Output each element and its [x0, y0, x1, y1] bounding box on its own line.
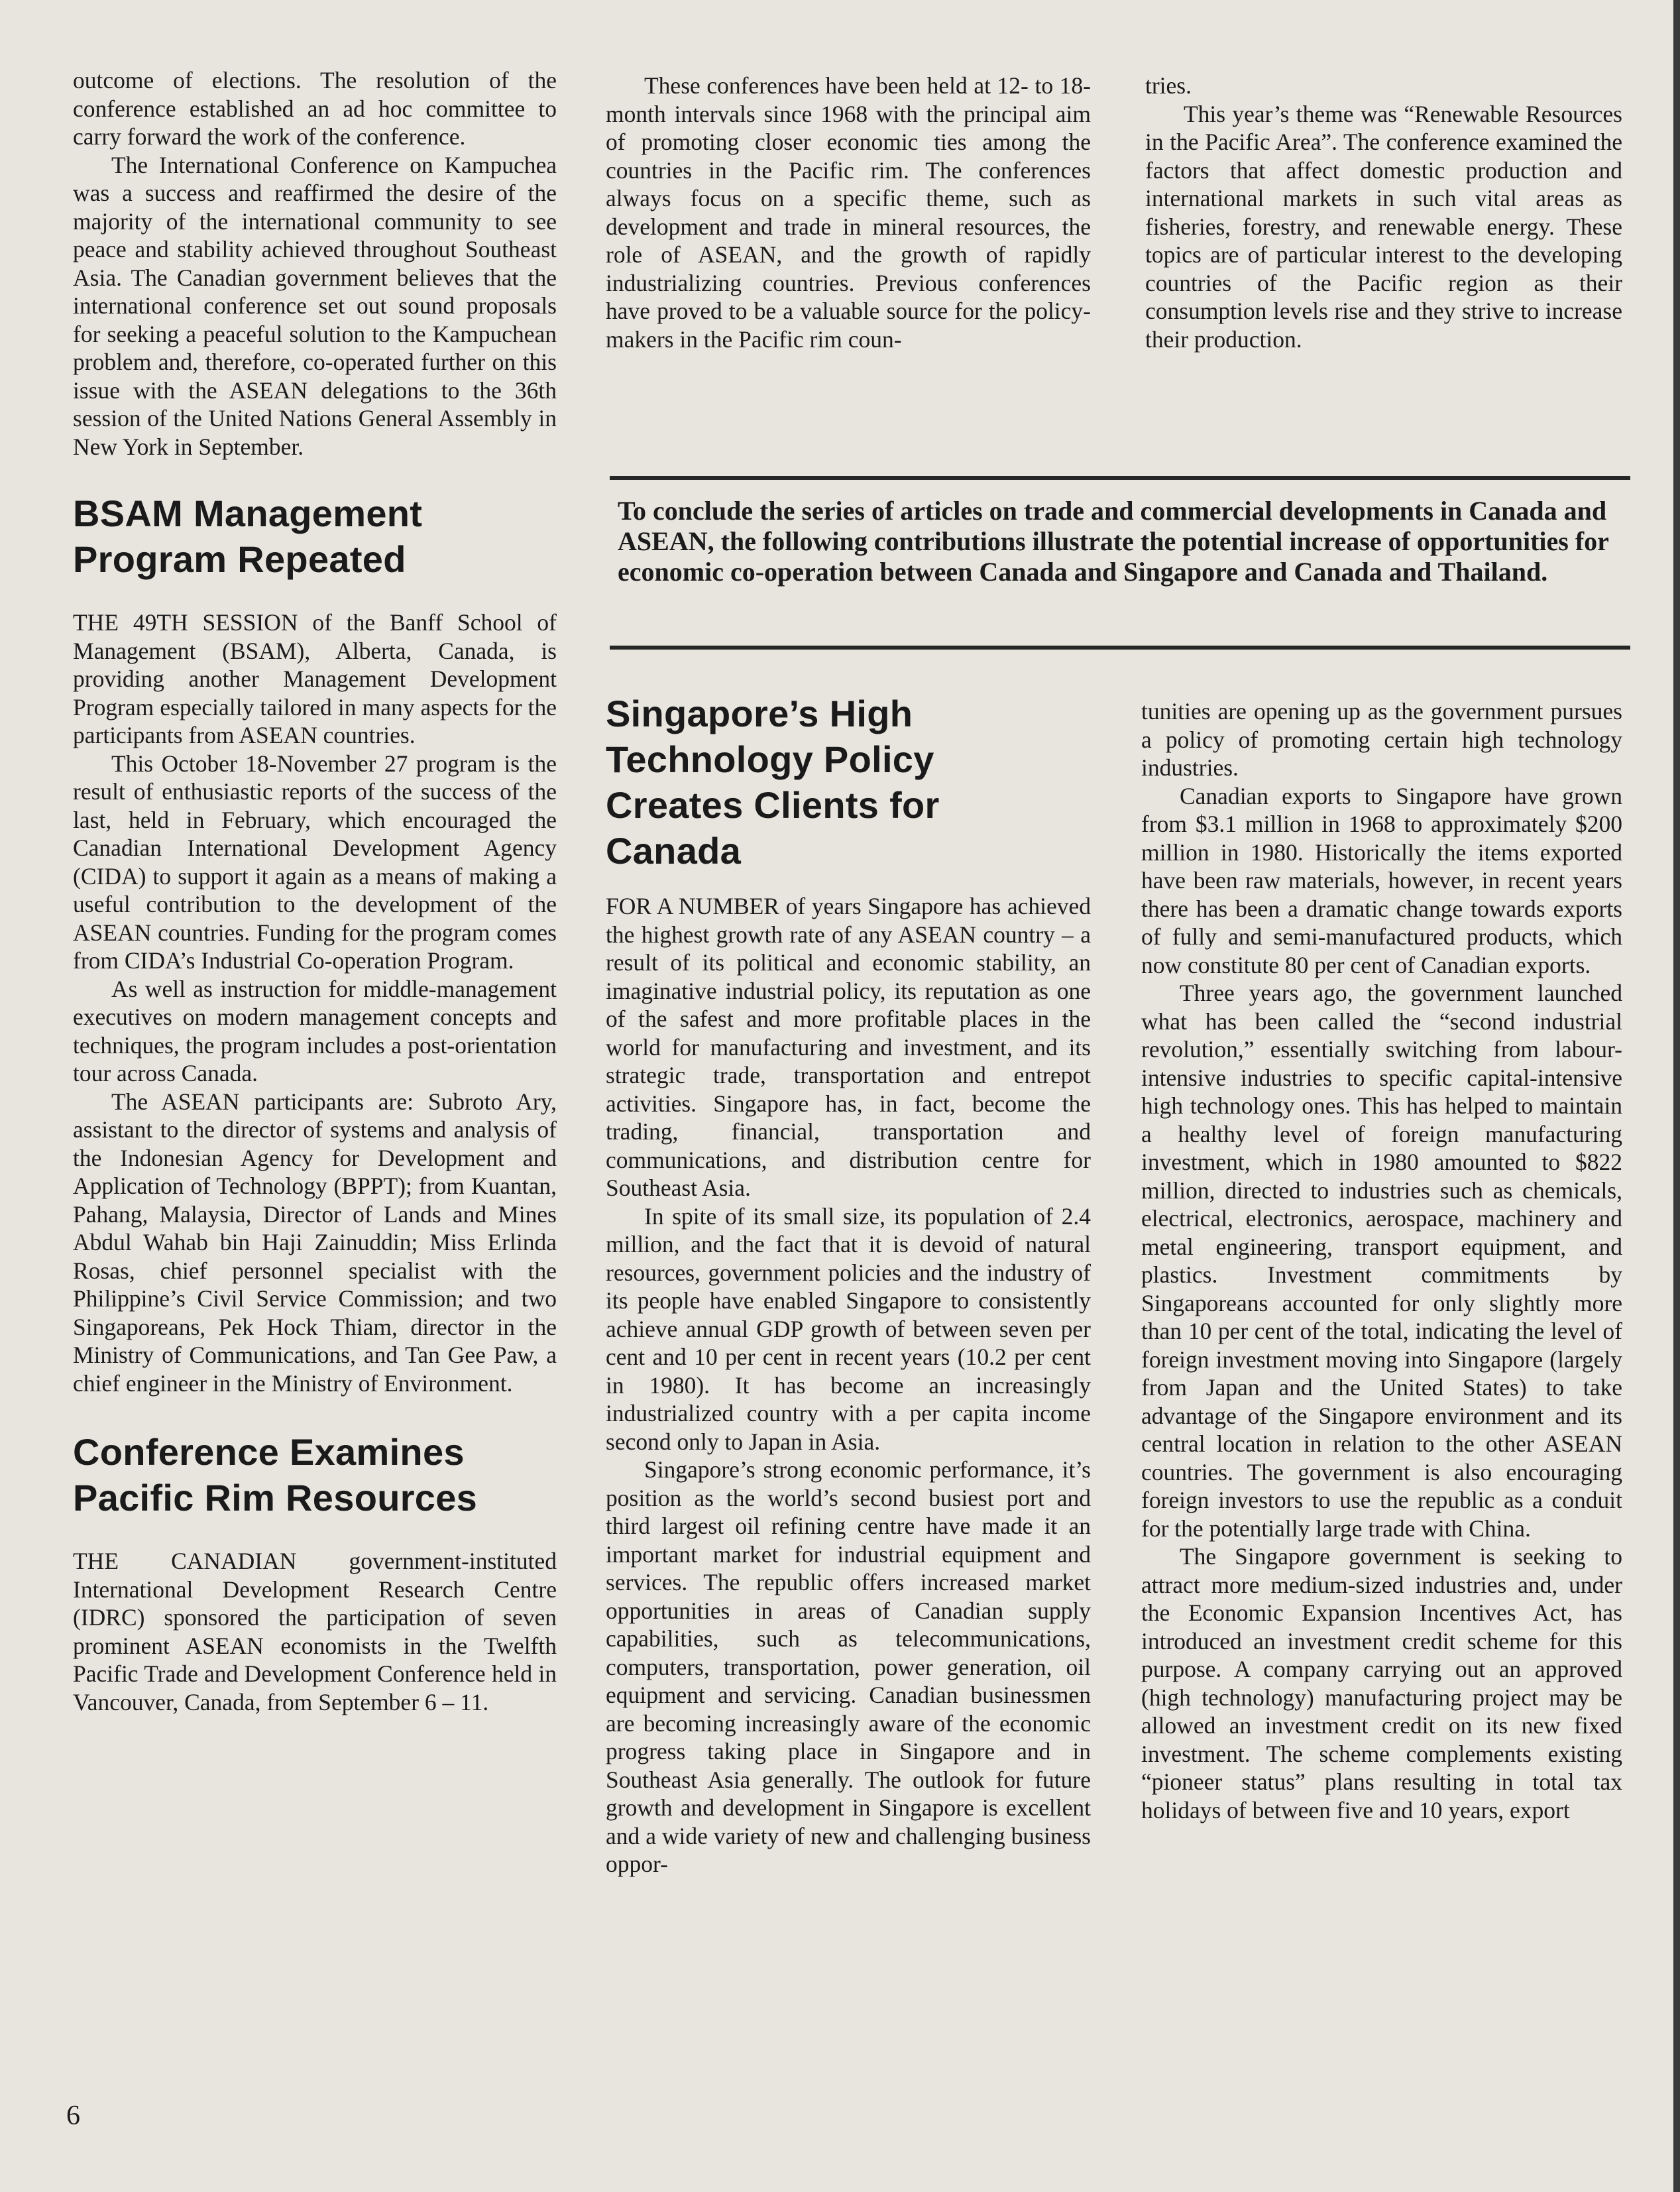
column-3-top — [1145, 72, 1622, 353]
series-intro: To conclude the series of articles on trade and commercial developments in Canada and ASEAN, the following contributions illustrate the potential increase of opportunities for economic co-operation between Canada and Singapore and Canada and Thailand. — [618, 496, 1609, 587]
singapore-heading: Singapore’s High Technology Policy Creates Clients for Canada — [606, 693, 940, 872]
paragraph: Singapore’s strong economic performance, it’s position as the world’s second busiest port and third largest oil refining centre have made it an important market for industrial equipment and services. The republic offers increased market opportunities in areas of Canadian supply capabilities, such as telecommunications, computers, transportation, power generation, oil equipment and servicing. Canadian businessmen are becoming increasingly aware of the economic progress taking place in Singapore and in Southeast Asia generally. The outlook for future growth and development in Singapore is excellent and a wide variety of new and challenging business oppor- — [606, 1456, 1091, 1877]
paragraph: Canadian exports to Singapore have grown from $3.1 million in 1968 to approximately $200 million in 1980. Historically the items exported have been raw materials, however, in recent years there has been a dramatic change towards exports of fully and semi-manufactured products, which now constitute 80 per cent of Canadian exports. — [1141, 782, 1622, 978]
paragraph: In spite of its small size, its population of 2.4 million, and the fact that it is devoid of natural resources, government policies and the industry of its people have enabled Singapore to consistently achieve annual GDP growth of between seven per cent and 10 per cent in recent years (10.2 per cent in 1980). It has become an increasingly industrialized country with a per capita income second only to Japan in Asia. — [606, 1202, 1091, 1455]
paragraph: This year’s theme was “Renewable Resources in the Pacific Area”. The conference examined the factors that affect domestic production and international markets in such vital areas as fisheries, forestry, and renewable energy. These topics are of particular interest to the developing countries of the Pacific region as their consumption levels rise and they strive to increase their production. — [1145, 100, 1622, 353]
paragraph: tries. — [1145, 72, 1192, 99]
column-1 — [73, 66, 557, 1716]
top-rule — [610, 476, 1630, 480]
paragraph: THE 49TH SESSION of the Banff School of Management (BSAM), Alberta, Canada, is providing another Management Development Program especially tailored in many aspects for the participants from ASEAN countries. — [73, 609, 557, 748]
page-edge — [1673, 0, 1680, 2192]
paragraph: As well as instruction for middle-management executives on modern management concepts and techniques, the program includes a post-orientation tour across Canada. — [73, 975, 557, 1086]
paragraph: FOR A NUMBER of years Singapore has achieved the highest growth rate of any ASEAN country – a result of its political and economic stability, an imaginative industrial policy, its reputation as one of the safest and more profitable places in the world for manufacturing and investment, and its strategic trade, transportation and entrepot activities. Singapore has, in fact, become the trading, financial, transportation and communications, and distribution centre for Southeast Asia. — [606, 893, 1091, 1201]
paragraph: The ASEAN participants are: Subroto Ary, assistant to the director of systems and analysis of the Indonesian Agency for Development and Application of Technology (BPPT); from Kuantan, Pahang, Malaysia, Director of Lands and Mines Abdul Wahab bin Haji Zainuddin; Miss Erlinda Rosas, chief personnel specialist with the Philippine’s Civil Service Commission; and two Singaporeans, Pek Hock Thiam, director in the Ministry of Communications, and Tan Gee Paw, a chief engineer in the Ministry of Environment. — [73, 1088, 557, 1397]
column-3-bottom — [1141, 697, 1622, 1824]
column-2-top — [606, 72, 1091, 353]
paragraph: Three years ago, the government launched what has been called the “second industrial revolution,” essentially switching from labour-intensive industries to specific capital-intensive high technology ones. This has helped to maintain a healthy level of foreign manufacturing investment, which in 1980 amounted to $822 million, directed to industries such as chemicals, electrical, electronics, aerospace, machinery and metal engineering, transport equipment, and plastics. Investment commitments by Singaporeans accounted for only slightly more than 10 per cent of the total, indicating the level of foreign investment moving into Singapore (largely from Japan and the United States) to take advantage of the Singapore environment and its central location in relation to the other ASEAN countries. The government is also encouraging foreign investors to use the republic as a conduit for the potentially large trade with China. — [1141, 980, 1622, 1542]
paragraph: outcome of elections. The resolution of the conference established an ad hoc committee to carry forward the work of the conference. — [73, 67, 557, 150]
bottom-rule — [610, 646, 1630, 650]
paragraph: THE CANADIAN government-instituted International Development Research Centre (IDRC) sponsored the participation of seven prominent ASEAN economists in the Twelfth Pacific Trade and Development Conference held in Vancouver, Canada, from September 6 – 11. — [73, 1548, 557, 1715]
bsam-heading: BSAM Management Program Repeated — [73, 492, 423, 580]
paragraph: tunities are opening up as the government pursues a policy of promoting certain high technology industries. — [1141, 698, 1622, 781]
paragraph: The Singapore government is seeking to attract more medium-sized industries and, under the Economic Expansion Incentives Act, has introduced an investment credit scheme for this purpose. A company carrying out an approved (high technology) manufacturing project may be allowed an investment credit on its new fixed investment. The scheme complements existing “pioneer status” plans resulting in total tax holidays of between five and 10 years, export — [1141, 1543, 1622, 1823]
conference-heading: Conference Examines Pacific Rim Resources — [73, 1431, 478, 1519]
paragraph: This October 18-November 27 program is the result of enthusiastic reports of the success of the last, held in February, which encouraged the Canadian International Development Agency (CIDA) to support it again as a means of making a useful contribution to the development of the ASEAN countries. Funding for the program comes from CIDA’s Industrial Co-operation Program. — [73, 750, 557, 974]
column-2-bottom — [606, 691, 1091, 1878]
paragraph: The International Conference on Kampuchea was a success and reaffirmed the desire of the majority of the international community to see peace and stability achieved throughout Southeast Asia. The Canadian government believes that the international conference set out sound proposals for seeking a peaceful solution to the Kampuchean problem and, therefore, co-operated further on this issue with the ASEAN delegations to the 36th session of the United Nations General Assembly in New York in September. — [73, 151, 557, 460]
page-number: 6 — [66, 2101, 80, 2131]
paragraph: These conferences have been held at 12- to 18-month intervals since 1968 with the principal aim of promoting closer economic ties among the countries in the Pacific rim. The conferences always focus on a specific theme, such as development and trade in mineral resources, the role of ASEAN, and the growth of rapidly industrializing countries. Previous conferences have proved to be a valuable source for the policy-makers in the Pacific rim coun- — [606, 72, 1091, 353]
